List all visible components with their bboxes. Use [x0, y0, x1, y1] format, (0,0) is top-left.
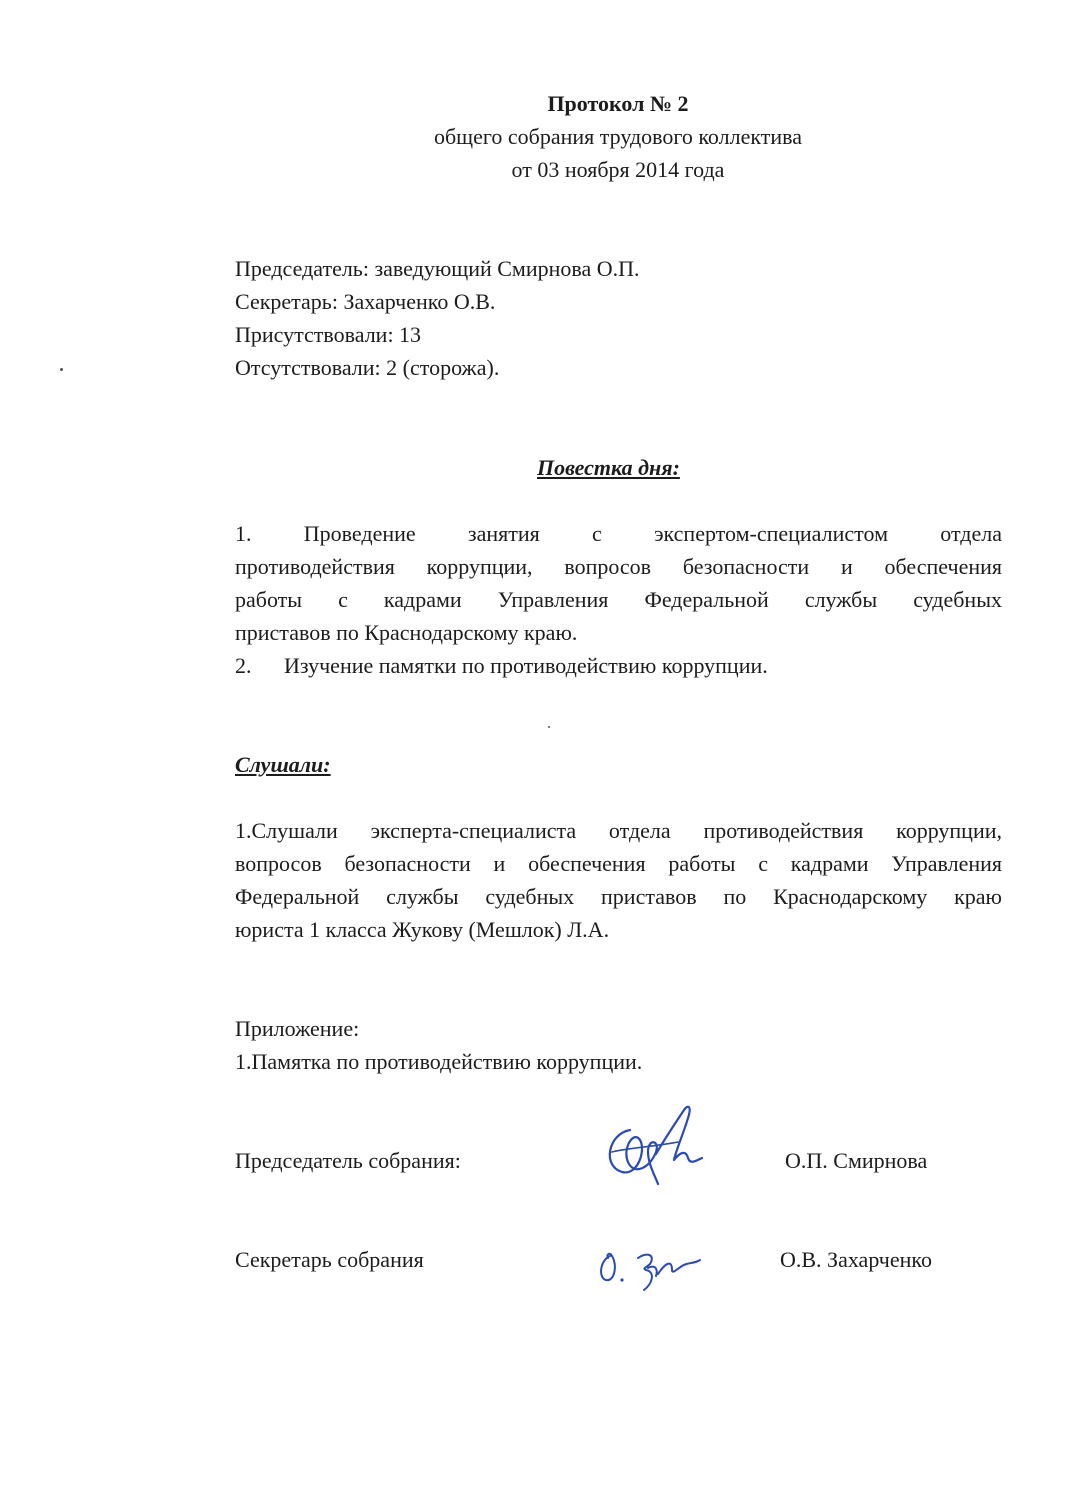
heard-item-1-line: вопросов безопасности и обеспечения работы с кадрами Управления: [235, 851, 1002, 876]
scan-speck: [60, 368, 63, 371]
present-line: Присутствовали: 13: [235, 322, 422, 347]
chairman-signature-label: Председатель собрания:: [235, 1148, 461, 1173]
scan-speck: [548, 726, 550, 728]
heard-item-1-line: Федеральной службы судебных приставов по Краснодарскому краю: [235, 884, 1002, 909]
agenda-item-1-line: работы с кадрами Управления Федеральной службы судебных: [235, 587, 1002, 612]
agenda-item-1-line: приставов по Краснодарскому краю.: [235, 620, 578, 645]
chairman-signature-icon: [598, 1100, 708, 1186]
agenda-item-1-line: противодействия коррупции, вопросов безопасности и обеспечения: [235, 554, 1002, 579]
secretary-signature-label: Секретарь собрания: [235, 1247, 424, 1272]
heard-item-1-line: 1.Слушали эксперта-специалиста отдела противодействия коррупции,: [235, 818, 1002, 843]
agenda-item-1-line: 1. Проведение занятия с экспертом-специалистом отдела: [235, 521, 1002, 546]
heard-item-1-line: юриста 1 класса Жукову (Мешлок) Л.А.: [235, 917, 610, 942]
agenda-item-1: [235, 517, 1002, 649]
secretary-line: Секретарь: Захарченко О.В.: [235, 289, 496, 314]
appendix-item-1: 1.Памятка по противодействию коррупции.: [235, 1049, 643, 1074]
secretary-signature-icon: [596, 1240, 706, 1296]
heard-item-1: [235, 814, 1002, 946]
chairman-line: Председатель: заведующий Смирнова О.П.: [235, 256, 640, 281]
chairman-signature-name: О.П. Смирнова: [785, 1148, 928, 1173]
document-title: Протокол № 2: [547, 91, 689, 116]
agenda-item-2-number: 2.: [235, 653, 252, 678]
document-subtitle: общего собрания трудового коллектива: [433, 124, 803, 149]
secretary-signature-name: О.В. Захарченко: [780, 1247, 932, 1272]
appendix-heading: Приложение:: [235, 1016, 360, 1041]
heard-heading: Слушали:: [235, 752, 331, 777]
absent-line: Отсутствовали: 2 (сторожа).: [235, 355, 500, 380]
agenda-heading: Повестка дня:: [537, 455, 680, 480]
agenda-item-2-text: Изучение памятки по противодействию коррупции.: [284, 653, 768, 678]
document-date: от 03 ноября 2014 года: [511, 157, 725, 182]
